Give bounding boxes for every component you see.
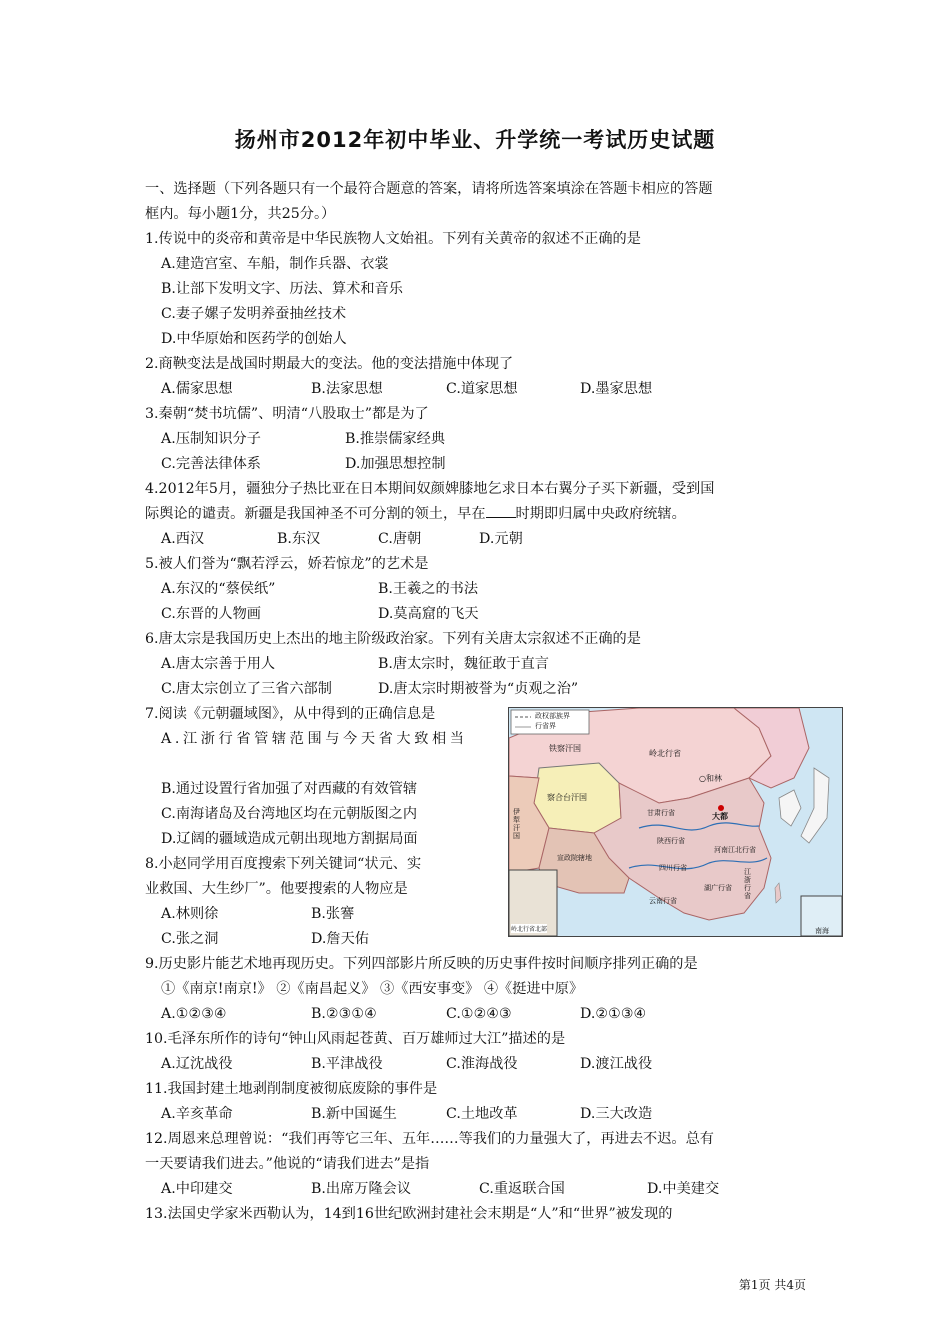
- q10-option-b: B.平津战役: [311, 1056, 383, 1072]
- q8-option-c: C.张之洞: [161, 931, 219, 947]
- question-7-stem: 7.阅读《元朝疆域图》，从中得到的正确信息是: [145, 706, 436, 722]
- q9-option-b: B.②③①④: [311, 1006, 377, 1022]
- q2-option-c: C.道家思想: [446, 381, 518, 397]
- question-4-stem-cont: [145, 505, 686, 523]
- q4-option-c: C.唐朝: [378, 531, 422, 547]
- map-label-sichuan: 四川行省: [659, 864, 687, 872]
- map-label-yili: 伊犁汗国: [513, 808, 520, 840]
- map-label-lingbei: 岭北行省: [649, 749, 681, 758]
- q2-option-b: B.法家思想: [311, 381, 383, 397]
- question-12-stem-cont: 一天要请我们进去。”他说的“请我们进去”是指: [145, 1156, 430, 1172]
- map-label-chagatai: 察合台汗国: [547, 793, 587, 802]
- q3-option-d: D.加强思想控制: [345, 456, 446, 472]
- q9-option-d: D.②①③④: [580, 1006, 647, 1022]
- q5-option-b: B.王羲之的书法: [378, 581, 479, 597]
- q7-option-d: D.辽阔的疆域造成元朝出现地方割据局面: [161, 831, 418, 847]
- map-label-shaanxi: 陕西行省: [657, 837, 685, 845]
- map-label-huguang: 湖广行省: [704, 884, 732, 892]
- answer-blank: [486, 505, 516, 518]
- question-6-stem: 6.唐太宗是我国历史上杰出的地主阶级政治家。下列有关唐太宗叙述不正确的是: [145, 631, 641, 647]
- question-9-stem: 9.历史影片能艺术地再现历史。下列四部影片所反映的历史事件按时间顺序排列正确的是: [145, 956, 698, 972]
- section-heading-cont: 框内。每小题1分，共25分。）: [145, 206, 336, 222]
- q8-option-b: B.张謇: [311, 906, 355, 922]
- question-11-stem: 11.我国封建土地剥削制度被彻底废除的事件是: [145, 1081, 438, 1097]
- map-label-inset-north: 岭北行省北部: [511, 926, 548, 933]
- map-label-gansu: 甘肃行省: [647, 809, 675, 817]
- q4-option-d: D.元朝: [479, 531, 523, 547]
- q3-option-c: C.完善法律体系: [161, 456, 261, 472]
- q7-option-c: C.南海诸岛及台湾地区均在元朝版图之内: [161, 806, 418, 822]
- question-8-stem: 8.小赵同学用百度搜索下列关键词“状元、实: [145, 856, 422, 872]
- q2-option-a: A.儒家思想: [161, 381, 233, 397]
- q8-option-a: A.林则徐: [161, 906, 219, 922]
- q9-option-a: A.①②③④: [161, 1006, 227, 1022]
- map-label-henan: 河南江北行省: [714, 846, 756, 854]
- q4-stem-part2: 时期即归属中央政府统辖。: [515, 506, 686, 522]
- question-1-stem: 1.传说中的炎帝和黄帝是中华民族物人文始祖。下列有关黄帝的叙述不正确的是: [145, 231, 641, 247]
- q3-option-b: B.推崇儒家经典: [345, 431, 446, 447]
- q12-option-b: B.出席万隆会议: [311, 1181, 412, 1197]
- page-number: 第1页 共4页: [738, 1278, 806, 1292]
- question-2-stem: 2.商鞅变法是战国时期最大的变法。他的变法措施中体现了: [145, 356, 514, 372]
- map-label-helin: ○和林: [699, 774, 722, 783]
- question-3-stem: 3.秦朝“焚书坑儒”、明清“八股取士”都是为了: [145, 406, 429, 422]
- q6-option-b: B.唐太宗时，魏征敢于直言: [378, 656, 549, 672]
- q11-option-d: D.三大改造: [580, 1106, 653, 1122]
- legend-label-2: 行省界: [535, 722, 556, 730]
- q1-option-c: C.妻子嫘子发明养蚕抽丝技术: [161, 306, 347, 322]
- q6-option-d: D.唐太宗时期被誉为“贞观之治”: [378, 681, 579, 697]
- q3-option-a: A.压制知识分子: [161, 431, 261, 447]
- q9-option-c: C.①②④③: [446, 1006, 512, 1022]
- question-5-stem: 5.被人们誉为“飘若浮云，娇若惊龙”的艺术是: [145, 556, 429, 572]
- q12-option-a: A.中印建交: [161, 1181, 233, 1197]
- question-4-stem: 4.2012年5月，疆独分子热比亚在日本期间奴颜婢膝地乞求日本右翼分子买下新疆，受到国: [145, 481, 715, 497]
- q10-option-c: C.淮海战役: [446, 1056, 518, 1072]
- q6-option-c: C.唐太宗创立了三省六部制: [161, 681, 332, 697]
- section-heading: 一、选择题（下列各题只有一个最符合题意的答案，请将所选答案填涂在答题卡相应的答题: [145, 181, 713, 197]
- q1-option-b: B.让部下发明文字、历法、算术和音乐: [161, 281, 403, 297]
- q11-option-b: B.新中国诞生: [311, 1106, 397, 1122]
- q12-option-c: C.重返联合国: [479, 1181, 565, 1197]
- q9-film-list: ①《南京!南京!》 ②《南昌起义》 ③《西安事变》 ④《挺进中原》: [161, 981, 584, 997]
- q10-option-a: A.辽沈战役: [161, 1056, 233, 1072]
- q5-option-c: C.东晋的人物画: [161, 606, 261, 622]
- map-label-tiele: 铁察汗国: [549, 744, 581, 753]
- q4-option-b: B.东汉: [277, 531, 321, 547]
- q4-option-a: A.西汉: [161, 531, 205, 547]
- map-label-tibet: 宣政院辖地: [557, 854, 592, 862]
- map-label-yunnan: 云南行省: [649, 897, 677, 905]
- question-8-stem-cont: 业救国、大生纱厂”。他要搜索的人物应是: [145, 881, 408, 897]
- q1-option-d: D.中华原始和医药学的创始人: [161, 331, 347, 347]
- map-label-dadu: 大都: [712, 812, 728, 821]
- question-10-stem: 10.毛泽东所作的诗句“钟山风雨起苍黄、百万雄师过大江”描述的是: [145, 1031, 566, 1047]
- q4-stem-part1: 际舆论的谴责。新疆是我国神圣不可分割的领土，早在: [145, 506, 486, 522]
- q5-option-a: A.东汉的“蔡侯纸”: [161, 581, 276, 597]
- q1-option-a: A.建造宫室、车船，制作兵器、衣裳: [161, 256, 389, 272]
- q2-option-d: D.墨家思想: [580, 381, 653, 397]
- q11-option-c: C.土地改革: [446, 1106, 518, 1122]
- q8-option-d: D.詹天佑: [311, 931, 369, 947]
- q5-option-d: D.莫高窟的飞天: [378, 606, 479, 622]
- q6-option-a: A.唐太宗善于用人: [161, 656, 276, 672]
- q11-option-a: A.辛亥革命: [161, 1106, 233, 1122]
- q7-option-a: A.江浙行省管辖范围与今天省大致相当: [161, 731, 468, 747]
- q7-option-b: B.通过设置行省加强了对西藏的有效管辖: [161, 781, 418, 797]
- legend-label-1: 政权部族界: [535, 712, 570, 720]
- question-13-stem: 13.法国史学家米西勒认为，14到16世纪欧洲封建社会末期是“人”和“世界”被发现的: [145, 1206, 673, 1222]
- question-12-stem: 12.周恩来总理曾说：“我们再等它三年、五年……等我们的力量强大了，再进去不迟。总有: [145, 1131, 714, 1147]
- yuan-dynasty-map: [508, 707, 843, 937]
- page-title: 扬州市2012年初中毕业、升学统一考试历史试题: [234, 128, 716, 152]
- q10-option-d: D.渡江战役: [580, 1056, 653, 1072]
- map-label-nanhai: 南海: [815, 927, 829, 935]
- q12-option-d: D.中美建交: [647, 1181, 720, 1197]
- map-label-jiangzhe: 江浙行省: [744, 868, 751, 900]
